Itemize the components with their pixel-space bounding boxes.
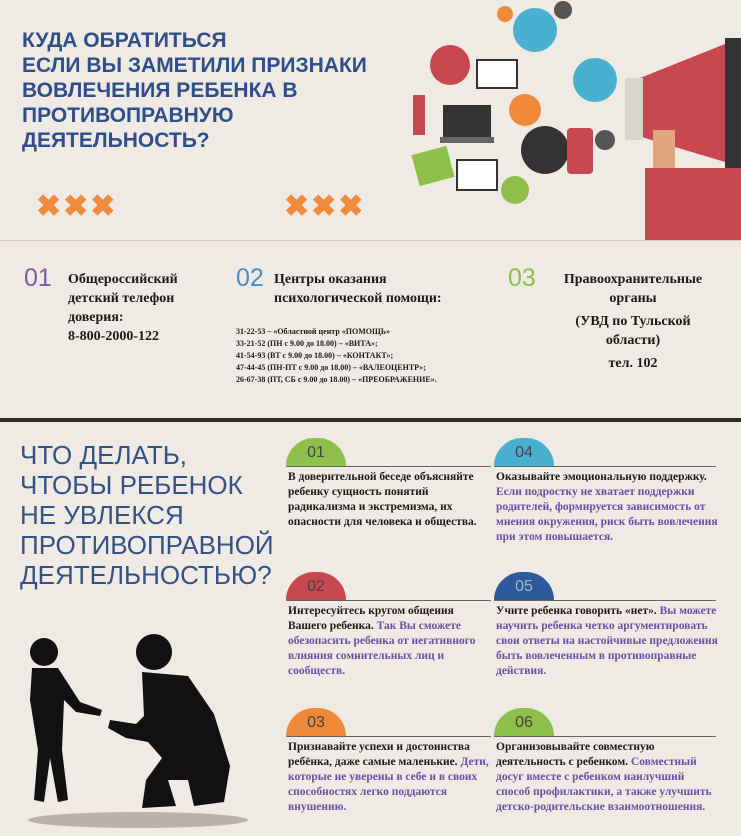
section-title-line: ЧТОБЫ РЕБЕНОК <box>20 470 243 500</box>
contact-text <box>538 270 728 373</box>
tip-bold-text: В доверительной беседе объясняйте ребенку сущность понятий радикализма и экстремизма, их опасности для человека и общества. <box>288 471 477 528</box>
megaphone-illustration <box>395 0 741 240</box>
section-title-line: ДЕЯТЕЛЬНОСТЬЮ? <box>20 560 272 590</box>
tip-number: 01 <box>307 444 325 461</box>
section-title-line: ЧТО ДЕЛАТЬ, <box>20 440 187 470</box>
tip-purple-text: Совместный досуг вместе с ребенком наилучший способ профилактики, а также улучшить детско-родительские взаимоотношения. <box>496 756 712 813</box>
tip-purple-text: Вы можете научить ребенка четко аргументировать свои ответы на настойчивые предложения быть вовлеченным в противоправные действия. <box>496 605 718 677</box>
tip-divider <box>494 600 716 601</box>
decorative-marks-right: ✖✖✖ <box>284 190 366 223</box>
tip-text <box>288 740 493 815</box>
contact-line: Правоохранительные <box>563 272 703 287</box>
section-title <box>20 440 274 590</box>
services-list <box>236 326 437 386</box>
tip-purple-text: Так Вы сможете обезопасить ребенка от негативного влияния сомнительных лиц и сообществ. <box>288 620 476 677</box>
tip-badge <box>286 572 346 600</box>
tip-purple-text: Дети, которые не уверены в себе и в своих способностях легко поддаются внушению. <box>288 756 489 813</box>
contact-line: Центры оказания <box>274 272 387 287</box>
tip-divider <box>494 736 716 737</box>
contact-line: доверия: <box>68 310 124 325</box>
tip-divider <box>494 466 716 467</box>
service-item: 26-67-38 (ПТ, СБ с 9.00 до 18.00) – «ПРЕОБРАЖЕНИЕ». <box>236 375 437 384</box>
page-title <box>22 28 402 153</box>
contact-number: 03 <box>508 264 536 292</box>
tip-text <box>288 604 493 679</box>
tip-badge <box>494 708 554 736</box>
decorative-marks-left: ✖✖✖ <box>36 190 118 223</box>
tip-text <box>288 470 493 530</box>
tip-number: 02 <box>307 578 325 595</box>
tip-badge <box>494 438 554 466</box>
tip-badge <box>286 438 346 466</box>
tip-number: 05 <box>515 578 533 595</box>
tip-divider <box>286 600 491 601</box>
section-divider <box>0 418 741 422</box>
tip-number: 03 <box>307 714 325 731</box>
service-item: 33-21-52 (ПН с 9.00 до 18.00) – «ВИТА»; <box>236 339 378 348</box>
tip-bold-text: Организовывайте совместную деятельность с ребенком. <box>496 741 655 768</box>
service-item: 47-44-45 (ПН-ПТ с 9.00 до 18.00) – «ВАЛЕОЦЕНТР»; <box>236 363 426 372</box>
tip-bold-text: Учите ребенка говорить «нет». <box>496 605 657 617</box>
tip-text <box>496 470 718 545</box>
service-item: 41-54-93 (ВТ с 9.00 до 18.00) – «КОНТАКТ»; <box>236 351 394 360</box>
contact-line: Общероссийский <box>68 272 178 287</box>
title-line: ВОВЛЕЧЕНИЯ РЕБЕНКА В <box>22 79 298 102</box>
contact-line: области) <box>605 333 661 348</box>
tip-text <box>496 604 718 679</box>
contact-text <box>274 270 484 308</box>
contact-phone: тел. 102 <box>608 356 658 371</box>
tip-divider <box>286 466 491 467</box>
contact-line: детский телефон <box>68 291 175 306</box>
tip-badge <box>286 708 346 736</box>
tip-purple-text: Если подростку не хватает поддержки родителей, формируется зависимость от мнения окружения, риск быть вовлечения при этом повышается. <box>496 486 718 543</box>
contact-phone: 8-800-2000-122 <box>68 329 159 344</box>
title-line: ПРОТИВОПРАВНУЮ <box>22 104 234 127</box>
divider <box>0 240 741 241</box>
tip-divider <box>286 736 491 737</box>
title-line: КУДА ОБРАТИТЬСЯ <box>22 29 227 52</box>
title-line: ДЕЯТЕЛЬНОСТЬ? <box>22 129 210 152</box>
tip-bold-text: Оказывайте эмоциональную поддержку. <box>496 471 707 483</box>
tip-text <box>496 740 718 815</box>
contact-text <box>68 270 238 346</box>
service-item: 31-22-53 – «Областной центр «ПОМОЩЬ» <box>236 327 391 336</box>
section-title-line: НЕ УВЛЕКСЯ <box>20 500 184 530</box>
contact-line: органы <box>609 291 657 306</box>
contact-line: (УВД по Тульской <box>575 314 691 329</box>
tip-bold-text: Признавайте успехи и достоинства ребёнка, даже самые маленькие. <box>288 741 470 768</box>
contact-number: 02 <box>236 264 264 292</box>
tip-number: 04 <box>515 444 533 461</box>
contact-number: 01 <box>24 264 52 292</box>
tip-bold-text: Интересуйтесь кругом общения Вашего ребенка. <box>288 605 454 632</box>
parent-child-silhouette <box>18 630 258 830</box>
title-line: ЕСЛИ ВЫ ЗАМЕТИЛИ ПРИЗНАКИ <box>22 54 367 77</box>
tip-badge <box>494 572 554 600</box>
contact-line: психологической помощи: <box>274 291 442 306</box>
tip-number: 06 <box>515 714 533 731</box>
section-title-line: ПРОТИВОПРАВНОЙ <box>20 530 274 560</box>
